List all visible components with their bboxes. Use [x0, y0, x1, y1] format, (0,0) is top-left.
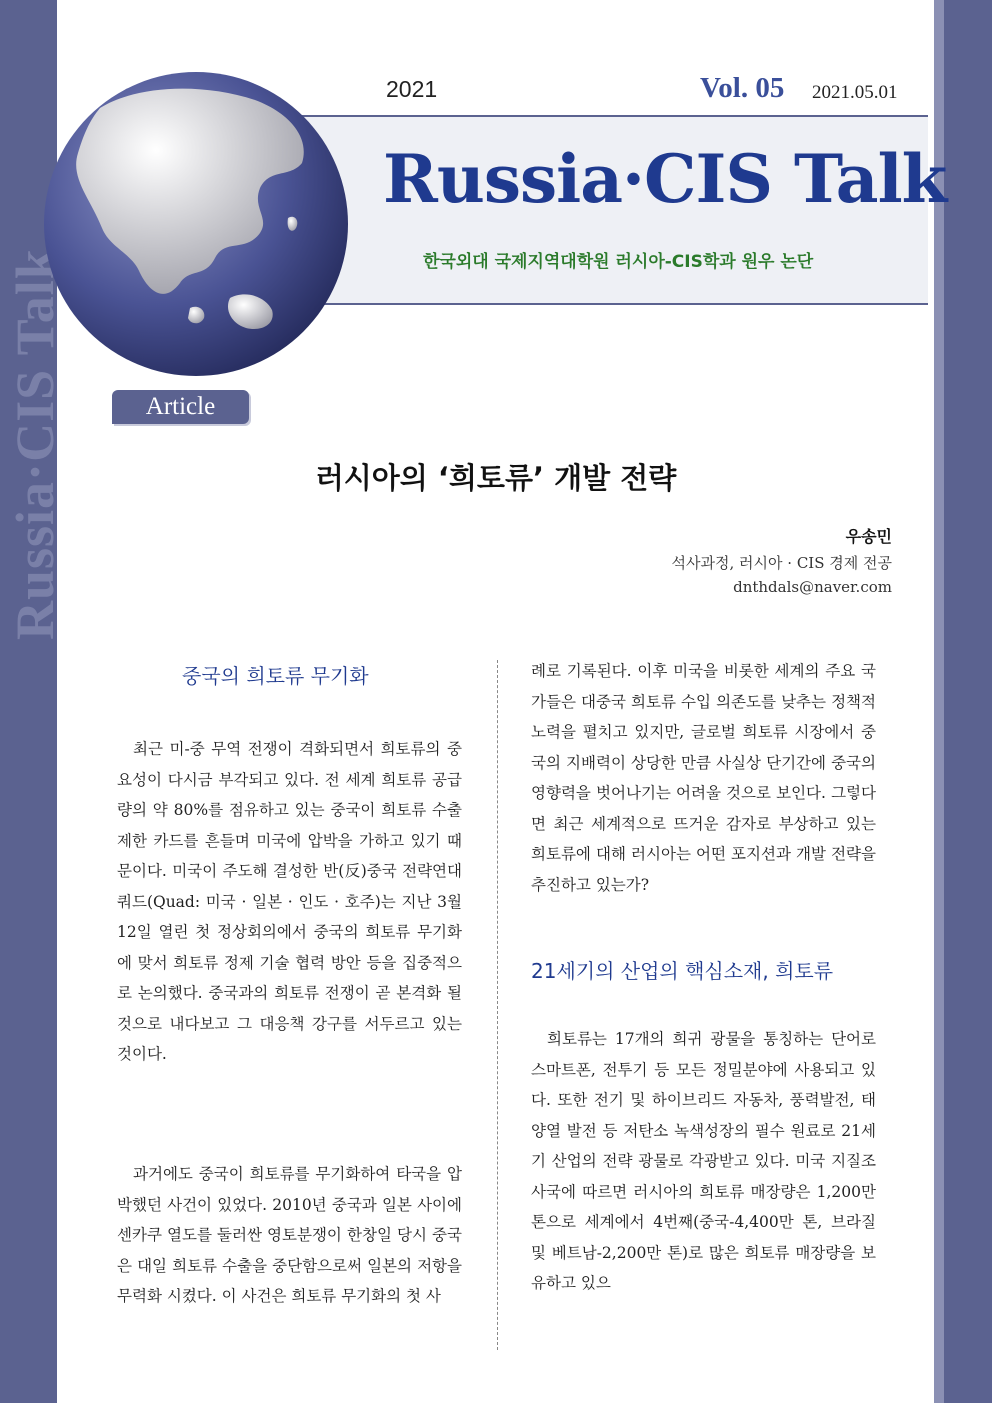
paragraph: 희토류는 17개의 희귀 광물을 통칭하는 단어로 스마트폰, 전투기 등 모든 정밀분야에 사용되고 있다. 또한 전기 및 하이브리드 자동차, 풍력발전, 태양열 발전 등 저탄소 녹색성장의 필수 원료로 21세기 산업의 전략 광물로 각광받고 있다. 미국 지질조사국에 따르면 러시아의 희토류 매장량은 1,200만 톤으로 세계에서 4번째(중국-4,400만 톤, 브라질 및 베트남-2,200만 톤)로 많은 희토류 매장량을 보유하고 있으	[531, 1030, 876, 1292]
masthead-title: Russia·CIS Talk	[383, 140, 947, 218]
issue-date: 2021.05.01	[812, 82, 898, 103]
volume-number: Vol. 05	[700, 72, 785, 104]
paragraph: 최근 미-중 무역 전쟁이 격화되면서 희토류의 중요성이 다시금 부각되고 있다. 전 세계 희토류 공급량의 약 80%를 점유하고 있는 중국이 희토류 수출제한 카드를 흔들며 미국에 압박을 가하고 있기 때문이다. 미국이 주도해 결성한 반(反)중국 전략연대 쿼드(Quad: 미국 · 일본 · 인도 · 호주)는 지난 3월 12일 열린 첫 정상회의에서 중국의 희토류 무기화에 맞서 희토류 정제 기술 협력 방안 등을 집중적으로 논의했다. 중국과의 희토류 전쟁이 곧 본격화 될 것으로 내다보고 그 대응책 강구를 서두르고 있는 것이다.	[117, 740, 462, 1063]
author-name: 우송민	[845, 527, 892, 546]
masthead-subtitle: 한국외대 국제지역대학원 러시아-CIS학과 원우 논단	[423, 252, 814, 272]
paragraph: 과거에도 중국이 희토류를 무기화하여 타국을 압박했던 사건이 있었다. 2010년 중국과 일본 사이에 센카쿠 열도를 둘러싼 영토분쟁이 한창일 당시 중국은 대일 희토류 수출을 중단함으로써 일본의 저항을 무력화 시켰다. 이 사건은 희토류 무기화의 첫 사	[117, 1165, 462, 1305]
side-watermark: Russia·CIS Talk	[5, 248, 65, 640]
globe-icon	[40, 68, 352, 380]
author-email: dnthdals@naver.com	[733, 578, 892, 596]
article-title: 러시아의 ‘희토류’ 개발 전략	[315, 461, 677, 495]
issue-year: 2021	[386, 76, 438, 102]
section-title-core-material: 21세기의 산업의 핵심소재, 희토류	[531, 959, 834, 983]
paragraph: 례로 기록된다. 이후 미국을 비롯한 세계의 주요 국가들은 대중국 희토류 수입 의존도를 낮추는 정책적 노력을 펼치고 있지만, 글로벌 희토류 시장에서 중국의 지배력이 상당한 만큼 사실상 단기간에 중국의 영향력을 벗어나기는 어려울 것으로 보인다. 그렇다면 최근 세계적으로 뜨거운 감자로 부상하고 있는 희토류에 대해 러시아는 어떤 포지션과 개발 전략을 추진하고 있는가?	[531, 662, 876, 894]
column-divider	[497, 660, 498, 1350]
author-affiliation: 석사과정, 러시아 · CIS 경제 전공	[671, 554, 892, 572]
article-badge: Article	[112, 390, 249, 424]
section-title-china-weaponization: 중국의 희토류 무기화	[182, 664, 369, 688]
